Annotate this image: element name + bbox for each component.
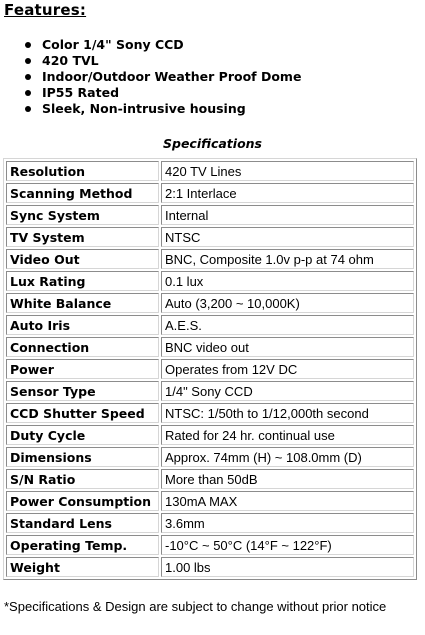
spec-value: A.E.S.: [161, 315, 414, 335]
table-row: [6, 315, 414, 335]
feature-item: [42, 85, 301, 101]
feature-item: [42, 53, 301, 69]
spec-label: Operating Temp.: [6, 535, 159, 555]
spec-value: 3.6mm: [161, 513, 414, 533]
table-row: [6, 447, 414, 467]
table-row: [6, 271, 414, 291]
spec-value: Rated for 24 hr. continual use: [161, 425, 414, 445]
spec-label: Lux Rating: [6, 271, 159, 291]
footnote: *Specifications & Design are subject to change without prior notice: [4, 599, 387, 614]
spec-label: Weight: [6, 557, 159, 577]
features-list: [0, 37, 301, 117]
table-row: [6, 381, 414, 401]
table-row: [6, 513, 414, 533]
spec-label: Sync System: [6, 205, 159, 225]
feature-text: 420 TVL: [42, 53, 99, 68]
spec-label: TV System: [6, 227, 159, 247]
spec-label: Standard Lens: [6, 513, 159, 533]
table-row: [6, 205, 414, 225]
feature-item: [42, 37, 301, 53]
bullet-icon: [25, 90, 31, 96]
spec-value: Approx. 74mm (H) ~ 108.0mm (D): [161, 447, 414, 467]
spec-label: Power: [6, 359, 159, 379]
spec-label: Resolution: [6, 161, 159, 181]
spec-label: Sensor Type: [6, 381, 159, 401]
table-row: [6, 491, 414, 511]
features-heading: Features:: [4, 1, 87, 19]
table-row: [6, 425, 414, 445]
spec-label: Scanning Method: [6, 183, 159, 203]
spec-label: White Balance: [6, 293, 159, 313]
spec-label: S/N Ratio: [6, 469, 159, 489]
spec-value: 130mA MAX: [161, 491, 414, 511]
spec-value: 1/4" Sony CCD: [161, 381, 414, 401]
spec-value: More than 50dB: [161, 469, 414, 489]
spec-label: Connection: [6, 337, 159, 357]
specifications-caption: Specifications: [163, 136, 262, 151]
feature-item: [42, 101, 301, 117]
table-row: [6, 161, 414, 181]
feature-item: [42, 69, 301, 85]
table-row: [6, 403, 414, 423]
spec-value: Auto (3,200 ~ 10,000K): [161, 293, 414, 313]
feature-text: Color 1/4" Sony CCD: [42, 37, 184, 52]
bullet-icon: [25, 42, 31, 48]
spec-value: NTSC: [161, 227, 414, 247]
bullet-icon: [25, 58, 31, 64]
spec-value: NTSC: 1/50th to 1/12,000th second: [161, 403, 414, 423]
bullet-icon: [25, 74, 31, 80]
table-row: [6, 359, 414, 379]
specifications-table: [3, 158, 417, 580]
spec-value: 420 TV Lines: [161, 161, 414, 181]
spec-value: Internal: [161, 205, 414, 225]
table-row: [6, 227, 414, 247]
table-row: [6, 293, 414, 313]
table-row: [6, 535, 414, 555]
spec-label: Dimensions: [6, 447, 159, 467]
feature-text: Sleek, Non-intrusive housing: [42, 101, 246, 116]
spec-value: -10°C ~ 50°C (14°F ~ 122°F): [161, 535, 414, 555]
spec-value: 2:1 Interlace: [161, 183, 414, 203]
spec-label: Power Consumption: [6, 491, 159, 511]
bullet-icon: [25, 106, 31, 112]
table-row: [6, 557, 414, 577]
spec-label: Video Out: [6, 249, 159, 269]
feature-text: IP55 Rated: [42, 85, 120, 100]
feature-text: Indoor/Outdoor Weather Proof Dome: [42, 69, 302, 84]
table-row: [6, 183, 414, 203]
spec-label: Auto Iris: [6, 315, 159, 335]
spec-value: Operates from 12V DC: [161, 359, 414, 379]
spec-value: 1.00 lbs: [161, 557, 414, 577]
table-row: [6, 469, 414, 489]
spec-value: BNC, Composite 1.0v p-p at 74 ohm: [161, 249, 414, 269]
spec-label: CCD Shutter Speed: [6, 403, 159, 423]
spec-label: Duty Cycle: [6, 425, 159, 445]
spec-value: BNC video out: [161, 337, 414, 357]
spec-value: 0.1 lux: [161, 271, 414, 291]
table-row: [6, 249, 414, 269]
table-row: [6, 337, 414, 357]
